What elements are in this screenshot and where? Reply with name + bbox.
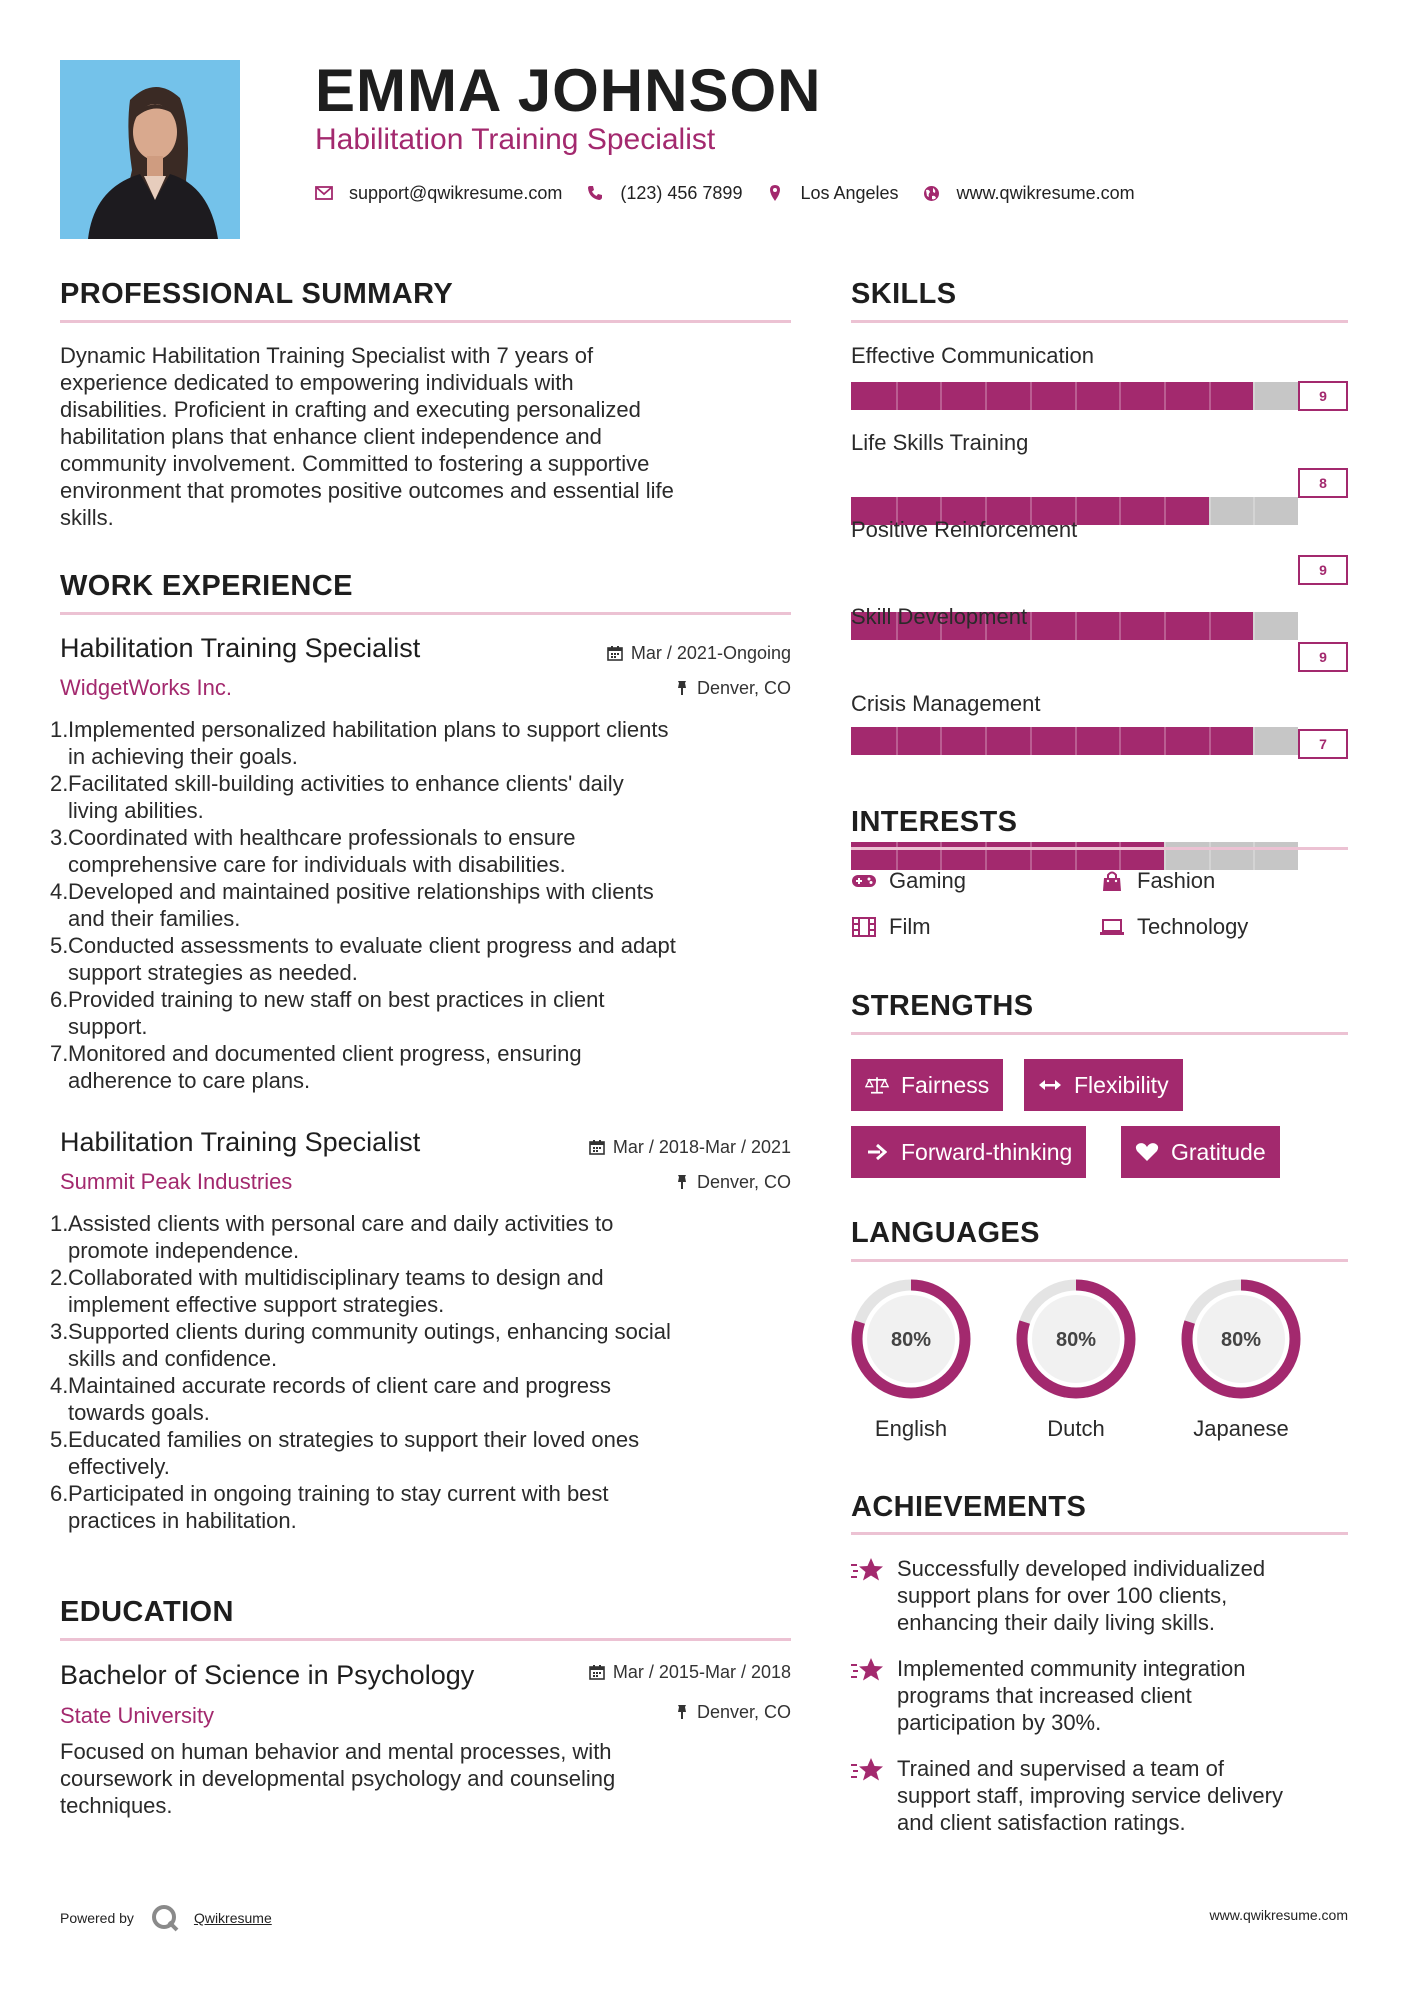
strength-label: Gratitude <box>1171 1138 1266 1165</box>
duty-item: 6.Participated in ongoing training to stay current with best practices in habilitation. <box>50 1481 609 1533</box>
achievement-line: support plans for over 100 clients, <box>897 1583 1228 1608</box>
pushpin-icon <box>675 1174 689 1190</box>
skill-bar-segment <box>1075 382 1077 410</box>
duty-item: 4.Maintained accurate records of client care and progress towards goals. <box>50 1373 611 1425</box>
achievement-line: Implemented community integration <box>897 1656 1246 1681</box>
duty-item: 1.Assisted clients with personal care and daily activities to promote independence. <box>50 1211 614 1263</box>
education-location <box>520 1700 791 1724</box>
star-burst-icon <box>851 1655 887 1685</box>
achievement-line: enhancing their daily living skills. <box>897 1610 1215 1635</box>
achievement-line: participation by 30%. <box>897 1710 1102 1735</box>
job-duties <box>50 1210 800 1534</box>
interest-item-fashion <box>1099 868 1215 894</box>
qwikresume-logo-icon <box>150 1903 180 1933</box>
skill-bar-segment <box>1209 497 1211 525</box>
job-duties <box>50 716 800 1094</box>
skill-bar-segment <box>1119 612 1121 640</box>
degree-title: Bachelor of Science in Psychology <box>60 1660 475 1690</box>
skill-level-badge: 9 <box>1298 381 1348 411</box>
contact-website-text: www.qwikresume.com <box>956 182 1135 203</box>
interest-label: Gaming <box>889 868 967 893</box>
contact-website[interactable] <box>923 183 1135 204</box>
job-location <box>520 676 791 700</box>
skill-bar-segment <box>985 382 987 410</box>
achievement-item <box>851 1655 1351 1736</box>
interests-heading: INTERESTS <box>851 806 1018 838</box>
footer-powered-by <box>60 1903 272 1933</box>
star-burst-icon <box>851 1555 887 1585</box>
duty-item: 2.Collaborated with multidisciplinary teams to design and implement effective support strategies. <box>50 1265 604 1317</box>
job-date-text: Mar / 2018-Mar / 2021 <box>612 1137 791 1157</box>
language-name: Japanese <box>1193 1416 1289 1441</box>
education-location-text: Denver, CO <box>696 1702 791 1722</box>
summary-heading: PROFESSIONAL SUMMARY <box>60 278 454 310</box>
strengths-divider <box>851 1032 1348 1035</box>
skill-bar-segment <box>1164 612 1166 640</box>
language-percent: 80% <box>890 1329 932 1351</box>
candidate-title: Habilitation Training Specialist <box>315 123 716 156</box>
calendar-icon <box>589 1139 605 1155</box>
strength-badge-gratitude <box>1121 1126 1280 1178</box>
duty-item: 5.Educated families on strategies to support their loved ones effectively. <box>50 1427 640 1479</box>
skill-level-badge: 7 <box>1298 729 1348 759</box>
contact-location <box>766 183 898 204</box>
skill-bar-segment <box>1253 727 1255 755</box>
summary-line: habilitation plans that enhance client independence and <box>60 424 602 449</box>
calendar-icon <box>589 1664 605 1680</box>
job-date <box>520 1135 791 1159</box>
duty-item: 6.Provided training to new staff on best practices in client support. <box>50 987 605 1039</box>
language-ring-english <box>849 1277 973 1401</box>
shopping-bag-icon <box>1099 870 1125 892</box>
candidate-name: EMMA JOHNSON <box>315 57 822 124</box>
skill-bar-segment <box>1119 727 1121 755</box>
skill-name: Positive Reinforcement <box>851 517 1078 542</box>
languages-heading: LANGUAGES <box>851 1217 1040 1249</box>
job-location-text: Denver, CO <box>696 678 791 698</box>
person-portrait-icon <box>60 60 240 239</box>
job-date <box>520 641 791 665</box>
strength-label: Flexibility <box>1074 1071 1169 1098</box>
languages-divider <box>851 1259 1348 1262</box>
language-percent: 80% <box>1055 1329 1097 1351</box>
skills-heading: SKILLS <box>851 278 957 310</box>
skill-level-badge: 9 <box>1298 555 1348 585</box>
summary-line: skills. <box>60 505 114 530</box>
summary-line: experience dedicated to empowering individuals with <box>60 370 574 395</box>
pushpin-icon <box>675 1704 689 1720</box>
laptop-icon <box>1099 916 1125 938</box>
skill-name: Life Skills Training <box>851 430 1029 455</box>
achievement-line: and client satisfaction ratings. <box>897 1810 1186 1835</box>
skill-bar-segment <box>1164 382 1166 410</box>
contact-phone[interactable] <box>586 183 742 204</box>
duty-item: 5.Conducted assessments to evaluate client progress and adapt support strategies as needed. <box>50 933 676 985</box>
calendar-icon <box>607 645 623 661</box>
contact-email[interactable] <box>315 183 562 204</box>
footer-website[interactable]: www.qwikresume.com <box>1209 1907 1348 1923</box>
strength-badge-fairness <box>851 1059 1003 1111</box>
skill-name: Effective Communication <box>851 343 1094 368</box>
arrows-horizontal-icon <box>1038 1074 1062 1096</box>
duty-item: 2.Facilitated skill-building activities to enhance clients' daily living abilities. <box>50 771 624 823</box>
education-line: Focused on human behavior and mental processes, with <box>60 1739 612 1764</box>
skill-bar-segment <box>1253 382 1255 410</box>
arrow-right-icon <box>865 1141 889 1163</box>
achievement-line: Successfully developed individualized <box>897 1556 1266 1581</box>
pushpin-icon <box>675 680 689 696</box>
strength-badge-forward-thinking <box>851 1126 1086 1178</box>
strength-label: Fairness <box>901 1071 990 1098</box>
experience-divider <box>60 612 791 615</box>
language-name: Dutch <box>1047 1416 1105 1441</box>
skill-bar-segment <box>1209 727 1211 755</box>
skills-divider <box>851 320 1348 323</box>
achievement-line: support staff, improving service delivery <box>897 1783 1283 1808</box>
skill-bar-segment <box>1209 382 1211 410</box>
map-pin-icon <box>766 184 784 202</box>
skill-bar-segment <box>940 382 942 410</box>
achievement-line: Trained and supervised a team of <box>897 1756 1224 1781</box>
skill-bar-segment <box>1030 612 1032 640</box>
achievement-item <box>851 1755 1351 1836</box>
summary-text <box>60 342 800 531</box>
job-title: Habilitation Training Specialist <box>60 633 421 663</box>
skill-bar-segment <box>940 727 942 755</box>
heart-icon <box>1135 1141 1159 1163</box>
company-name: WidgetWorks Inc. <box>60 675 232 700</box>
brand-link[interactable]: Qwikresume <box>193 1910 272 1926</box>
summary-line: Dynamic Habilitation Training Specialist with 7 years of <box>60 343 594 368</box>
duty-item: 7.Monitored and documented client progress, ensuring adherence to care plans. <box>50 1041 582 1093</box>
skill-bar-segment <box>1164 497 1166 525</box>
summary-line: environment that promotes positive outcomes and essential life <box>60 478 674 503</box>
skill-bar-segment <box>896 382 898 410</box>
summary-line: community involvement. Committed to fostering a supportive <box>60 451 650 476</box>
powered-by-text: Powered by <box>60 1910 134 1926</box>
duty-item: 1.Implemented personalized habilitation plans to support clients in achieving their goals. <box>50 717 669 769</box>
duty-item: 4.Developed and maintained positive relationships with clients and their families. <box>50 879 654 931</box>
phone-icon <box>586 184 604 202</box>
strength-label: Forward-thinking <box>901 1138 1073 1165</box>
skill-bar <box>851 727 1298 755</box>
language-name: English <box>874 1416 948 1441</box>
interest-label: Technology <box>1137 914 1249 939</box>
skill-bar-segment <box>1209 612 1211 640</box>
experience-heading: WORK EXPERIENCE <box>60 570 353 602</box>
contact-email-text: support@qwikresume.com <box>349 182 563 203</box>
contact-bar <box>315 178 1159 208</box>
skill-name: Crisis Management <box>851 691 1041 716</box>
duty-item: 3.Supported clients during community outings, enhancing social skills and confidence. <box>50 1319 671 1371</box>
education-date <box>520 1660 791 1684</box>
interests-divider <box>851 847 1348 850</box>
language-ring-dutch <box>1014 1277 1138 1401</box>
achievement-line: programs that increased client <box>897 1683 1192 1708</box>
duty-item: 3.Coordinated with healthcare professionals to ensure comprehensive care for individuals with disabilities. <box>50 825 576 877</box>
interest-label: Film <box>889 914 931 939</box>
achievement-item <box>851 1555 1351 1636</box>
interest-label: Fashion <box>1137 868 1216 893</box>
skill-bar-segment <box>1253 612 1255 640</box>
film-icon <box>851 916 877 938</box>
achievements-heading: ACHIEVEMENTS <box>851 1491 1087 1523</box>
globe-icon <box>923 184 941 202</box>
skill-bar-segment <box>1030 727 1032 755</box>
skill-bar-segment <box>1030 382 1032 410</box>
contact-phone-text: (123) 456 7899 <box>620 182 743 203</box>
language-ring-japanese <box>1179 1277 1303 1401</box>
skill-bar-segment <box>1075 612 1077 640</box>
skill-bar-segment <box>1253 497 1255 525</box>
skill-bar-fill <box>851 727 1253 755</box>
interest-item-film <box>851 914 931 940</box>
interest-item-gaming <box>851 868 966 894</box>
company-name: Summit Peak Industries <box>60 1169 293 1194</box>
education-line: techniques. <box>60 1793 173 1818</box>
envelope-icon <box>315 184 333 202</box>
contact-location-text: Los Angeles <box>800 182 899 203</box>
interest-item-technology <box>1099 914 1248 940</box>
skill-bar-segment <box>896 727 898 755</box>
education-description <box>60 1738 800 1819</box>
job-date-text: Mar / 2021-Ongoing <box>630 643 791 663</box>
skill-name: Skill Development <box>851 604 1028 629</box>
skill-bar-segment <box>985 727 987 755</box>
job-location <box>520 1170 791 1194</box>
summary-line: disabilities. Proficient in crafting and executing personalized <box>60 397 641 422</box>
language-percent: 80% <box>1220 1329 1262 1351</box>
skill-bar-segment <box>1119 382 1121 410</box>
skill-level-badge: 8 <box>1298 468 1348 498</box>
strengths-heading: STRENGTHS <box>851 990 1034 1022</box>
skill-bar-fill <box>851 382 1253 410</box>
education-divider <box>60 1638 791 1641</box>
summary-divider <box>60 320 791 323</box>
skill-bar-segment <box>1119 497 1121 525</box>
education-heading: EDUCATION <box>60 1596 234 1628</box>
star-burst-icon <box>851 1755 887 1785</box>
education-line: coursework in developmental psychology and counseling <box>60 1766 616 1791</box>
skill-bar <box>851 382 1298 410</box>
education-date-text: Mar / 2015-Mar / 2018 <box>612 1662 791 1682</box>
job-location-text: Denver, CO <box>696 1172 791 1192</box>
profile-photo <box>60 60 240 239</box>
achievements-divider <box>851 1532 1348 1535</box>
strength-badge-flexibility <box>1024 1059 1183 1111</box>
skill-bar-segment <box>1075 727 1077 755</box>
skill-bar-segment <box>1164 727 1166 755</box>
gamepad-icon <box>851 870 877 892</box>
balance-scale-icon <box>865 1074 889 1096</box>
school-name: State University <box>60 1703 215 1728</box>
skill-level-badge: 9 <box>1298 642 1348 672</box>
job-title: Habilitation Training Specialist <box>60 1127 421 1157</box>
